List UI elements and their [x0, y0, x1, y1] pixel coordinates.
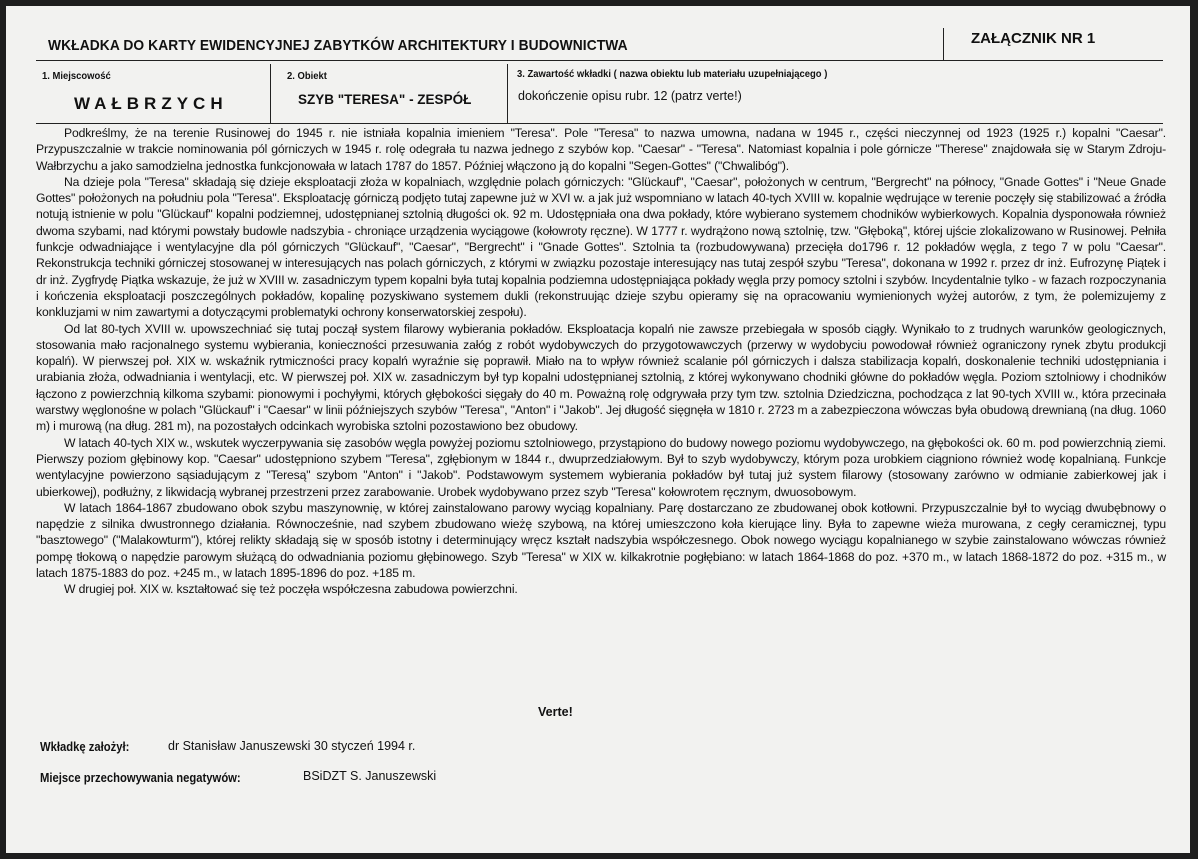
annex-number: ZAŁĄCZNIK NR 1: [971, 30, 1096, 47]
field-label-miejscowosc: 1. Miejscowość: [42, 70, 111, 82]
storage-label: Miejsce przechowywania negatywów:: [40, 771, 241, 785]
paragraph: W latach 40-tych XIX w., wskutek wyczerpywania się zasobów węgla powyżej poziomu sztolniowego, przystąpiono do budowy nowego poziomu wydobywczego, na głębokości ok. 60 m. pod powierzchnią ziemi. Pierwszy poziom głębinowy kop. "Caesar" udostępniono szybem "Teresa", zgłębionym w 1844 r., dwuprzedziałowym. Był to szyb wydobywczy, którym poza urobkiem ciągniono również wodę kopalnianą. Funkcje wentylacyjne powierzono sąsiadującym z "Teresą" szybom "Anton" i "Jakob". Podstawowym systemem wybierania pokładów był tutaj już system filarowy (stosowany zarówno w odmianie zabierkowej jak i ubierkowej), podłużny, z likwidacją wybranej przestrzeni przez zarabowanie. Urobek wydobywano przez szyb "Teresa" kołowrotem ręcznym, dwuosobowym.: [36, 435, 1166, 499]
document-card: [6, 6, 1190, 853]
field-value-obiekt: SZYB "TERESA" - ZESPÓŁ: [298, 92, 472, 107]
description-body: [36, 125, 1166, 598]
founder-label: Wkładkę założył:: [40, 740, 130, 754]
header-rule: [36, 60, 1163, 61]
field-divider-1: [270, 64, 271, 124]
paragraph: Na dzieje pola "Teresa" składają się dzieje eksploatacji złoża w kopalniach, względnie polach górniczych: "Glückauf", "Caesar", położonych w centrum, "Bergrecht" na północy, "Gnade Gottes" i "Neue Gnade Gottes" położonych na południu pola "Teresa". Eksploatację górniczą podjęto tutaj zapewne już w XVI w. a jak już wspomniano w latach 40-tych XVIII w. kopalnie wędrujące w terenie poczęły się stabilizować a źródła notują istnienie w polu "Glückauf" kopalni podziemnej, udostępnianej sztolnią długości ok. 92 m. Udostępniała ona dwa pokłady, które wybierano systemem chodników wybierkowych. Kopalnia dysponowała również dwoma szybami, nad którymi powstały budowle nadszybia - chroniące urządzenia wyciągowe (kołowroty ręczne). W 1777 r. wydrążono nową sztolnię, tzw. "Głęboką", której ujście zlokalizowano w Rusinowej. Pełniła funkcje odwadniające i wentylacyjne dla pól górniczych "Glückauf", "Caesar", "Bergrecht" i "Gnade Gottes". Sztolnia ta (rozbudowywana) przecięła do1796 r. 12 pokładów węgla, z tego 7 w polu "Caesar". Rekonstrukcja techniki górniczej stosowanej w interesujących nas polach górniczych, z którymi w związku pozostaje interesujący nas tutaj zespół szybu "Teresa", dokonana w 1992 r. przez dr inż. Eufrozynę Piątek i dr inż. Zygfrydę Piątka wskazuje, że już w XVIII w. zasadniczym typem kopalni była tutaj kopalnia podziemna udostępniająca pokłady węgla przy pomocy sztolni i szybów. Incydentalnie tylko - w fazach rozpoczynania i kończenia eksploatacji poszczególnych pokładów, kopalinę pozyskiwano systemem dukli (rekonstruując dzieje szybu opieramy się na opracowaniu wymienionych wyżej autorów, z tym, że polemizujemy z konkluzjami w nim zawartymi a dotyczącymi problematyki ochrony konserwatorskiej zespołu).: [36, 174, 1166, 320]
header-divider: [943, 28, 944, 61]
field-label-obiekt: 2. Obiekt: [287, 70, 327, 82]
paragraph: W latach 1864-1867 zbudowano obok szybu maszynownię, w której zainstalowano parowy wyciąg kopalniany. Parę dostarczano ze zbudowanej obok kotłowni. Przypuszczalnie był to wyciąg dwubębnowy o napędzie z silnika dwustronnego działania. Równocześnie, nad szybem zbudowano wieżę szybową, na której umieszczono koła kierujące liny. Była to zapewne wieża murowana, z cegły ceramicznej, typu "basztowego" ("Malakowturm"), której relikty składają się w sposób istotny i determinujący wręcz kształt nadszybia współczesnego. Obok nowego wyciągu kopalnianego w szybie zainstalowano wówczas również pompę tłokową o napędzie parowym służącą do odwadniania poziomu głębinowego. Szyb "Teresa" w XIX w. kilkakrotnie pogłębiano: w latach 1864-1868 do poz. +370 m., w latach 1868-1872 do poz. +315 m., w latach 1875-1883 do poz. +245 m., w latach 1895-1896 do poz. +185 m.: [36, 500, 1166, 581]
paragraph: W drugiej poł. XIX w. kształtować się też poczęła współczesna zabudowa powierzchni.: [64, 582, 518, 597]
document-title: WKŁADKA DO KARTY EWIDENCYJNEJ ZABYTKÓW ARCHITEKTURY I BUDOWNICTWA: [48, 37, 628, 54]
field-label-zawartosc: 3. Zawartość wkładki ( nazwa obiektu lub materiału uzupełniającego ): [517, 68, 828, 80]
verte-note: Verte!: [538, 705, 573, 719]
paragraph: Od lat 80-tych XVIII w. upowszechniać się tutaj począł system filarowy wybierania pokładów. Eksploatacja kopalń nie zawsze przebiegała w sposób ciągły. Wynikało to z trudnych warunków geologicznych, stosowania mało racjonalnego systemu wybierania, konieczności przesuwania załóg z robót wydobywczych do przygotowawczych (przerwy w wydobyciu powodował również ograniczony rynek zbytu produkcji kopalń). W pierwszej poł. XIX w. wskaźnik rytmiczności pracy kopalń wyraźnie się poprawił. Miało na to wpływ również scalanie pól górniczych i dalsza stabilizacja kopalń, doskonalenie techniki udostępniania i urabiania złoża, odwadniania i wentylacji, etc. W pierwszej poł. XIX w. zasadniczym był typ kopalni udostępnianej sztolnią, z której wykonywano chodniki główne do pokładów węgla. Poziom sztolniowy i chodników łączono z powierzchnią kilkoma szybami: pionowymi i pochyłymi, których głębokości sięgały do 40 m. Poważną rolę odgrywała przy tym tzw. sztolnia Dziedziczna, pochodząca z lat 90-tych XVIII w., która przecinała warstwy węglonośne w polach "Glückauf" i "Caesar" w linii późniejszych szybów "Teresa", "Anton" i "Jakob". Jej długość sięgnęła w 1810 r. 2723 m a zabezpieczona wówczas była obudową drewnianą (na dług. 1060 m) i murową (na dług. 281 m), na pozostałych odcinkach wyrobiska sztolni pozostawiono bez obudowy.: [36, 321, 1166, 434]
field-value-zawartosc: dokończenie opisu rubr. 12 (patrz verte!): [518, 89, 742, 103]
field-value-miejscowosc: WAŁBRZYCH: [74, 94, 228, 113]
fields-rule: [36, 123, 1163, 124]
paragraph: Podkreślmy, że na terenie Rusinowej do 1945 r. nie istniała kopalnia imieniem "Teresa". Pole "Teresa" to nazwa umowna, nadana w 1945 r., części nieczynnej od 1923 (1925 r.) kopalni "Caesar". Przypuszczalnie w trakcie nominowania pól górniczych w 1945 r. rolę odegrała tu nazwa jednego z szybów kop. "Caesar" - "Teresa". Natomiast kopalnia i pole górnicze "Therese" znajdowała się w Starym Zdroju-Wałbrzychu a jako samodzielna jednostka funkcjonowała w latach 1787 do 1857. Później włączono ją do kopalni "Segen-Gottes" ("Chwalibóg").: [36, 126, 1166, 173]
field-divider-2: [507, 64, 508, 124]
founder-value: dr Stanisław Januszewski 30 styczeń 1994 r.: [168, 739, 416, 753]
storage-value: BSiDZT S. Januszewski: [303, 769, 437, 783]
